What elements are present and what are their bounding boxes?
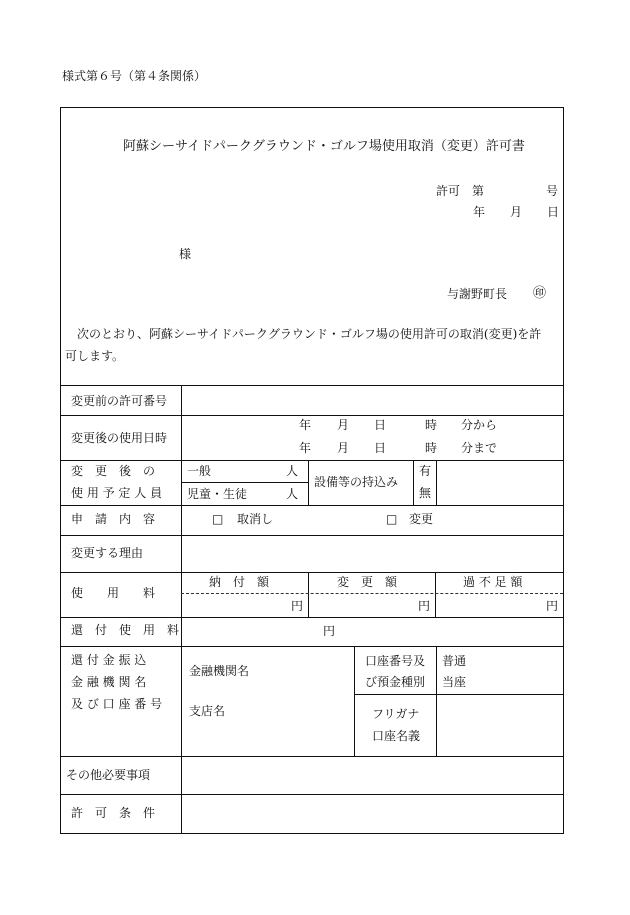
form-title: 阿蘇シーサイドパークグラウンド・ゴルフ場使用取消（変更）許可書	[123, 139, 525, 154]
body-text-line2: 可します。	[65, 349, 125, 363]
bank-label-line2: 金 融 機 関 名	[71, 675, 147, 689]
permit-form	[60, 107, 564, 834]
application-label: 申 請 内 容	[71, 512, 156, 526]
paid-yen: 円	[291, 599, 304, 613]
prev-permit-number-label: 変更前の許可番号	[71, 394, 168, 408]
row-divider	[61, 460, 563, 461]
issue-year: 年	[473, 205, 486, 219]
cancel-checkbox[interactable]: □	[212, 512, 224, 526]
label-column-divider	[181, 385, 182, 833]
bank-label-line3: 及 び 口 座 番 号	[71, 697, 163, 711]
equipment-label: 設備等の持込み	[314, 475, 399, 489]
general-unit: 人	[286, 464, 299, 478]
changed-amount-header: 変 更 額	[337, 575, 398, 589]
row-divider	[61, 535, 563, 536]
fee-column-divider	[435, 572, 436, 617]
addressee-suffix: 様	[179, 247, 192, 261]
diff-amount-header: 過 不 足 額	[463, 575, 523, 589]
permit-number-label: 許可 第	[436, 184, 485, 198]
people-label-line1: 変 更 後 の	[71, 464, 156, 478]
other-label: その他必要事項	[66, 768, 151, 782]
current-account: 当座	[442, 675, 467, 689]
row-divider	[61, 505, 563, 506]
yesno-column-divider	[436, 460, 437, 505]
to-hour: 時	[425, 441, 438, 455]
to-day: 日	[374, 441, 387, 455]
from-year: 年	[299, 418, 312, 432]
row-divider	[61, 385, 563, 386]
from-minute: 分から	[461, 418, 498, 432]
equipment-yes: 有	[419, 464, 432, 478]
ordinary-account: 普通	[442, 654, 467, 668]
row-divider	[61, 415, 563, 416]
row-divider	[61, 617, 563, 618]
to-month: 月	[337, 441, 350, 455]
account-number-label-line2: び預金種別	[365, 675, 426, 689]
change-checkbox[interactable]: □	[386, 512, 398, 526]
conditions-label: 許 可 条 件	[71, 806, 156, 820]
reason-label: 変更する理由	[71, 546, 144, 560]
equipment-no: 無	[419, 486, 432, 500]
institution-label: 金融機関名	[189, 664, 250, 678]
to-minute: 分まで	[461, 441, 498, 455]
new-dates-label: 変更後の使用日時	[71, 431, 168, 445]
row-divider	[61, 794, 563, 795]
from-day: 日	[374, 418, 387, 432]
people-label-line2: 使 用 予 定 人 員	[71, 486, 163, 500]
fee-label: 使 用 料	[71, 586, 156, 600]
account-name-label: 口座名義	[372, 729, 421, 743]
seal-mark: ㊞	[533, 286, 547, 301]
furigana-label: フリガナ	[372, 707, 420, 721]
from-hour: 時	[425, 418, 438, 432]
refund-yen: 円	[323, 624, 336, 638]
fee-column-divider	[308, 572, 309, 617]
people-divider	[181, 482, 308, 483]
people-column-divider	[308, 460, 309, 505]
equipment-column-divider	[413, 460, 414, 505]
bank-label-line1: 還 付 金 振 込	[71, 653, 147, 667]
branch-label: 支店名	[189, 704, 226, 718]
to-year: 年	[299, 441, 312, 455]
bank-row-divider	[354, 694, 563, 695]
body-text-line1: 次のとおり、阿蘇シーサイドパークグラウンド・ゴルフ場の使用許可の取消(変更)を許	[65, 327, 542, 341]
diff-yen: 円	[546, 599, 559, 613]
bank-column-divider	[354, 646, 355, 756]
paid-amount-header: 納 付 額	[209, 575, 270, 589]
children-unit: 人	[286, 487, 299, 501]
from-month: 月	[337, 418, 350, 432]
children-label: 児童・生徒	[187, 487, 248, 501]
cancel-label: 取消し	[237, 512, 274, 526]
account-number-label-line1: 口座番号及	[365, 654, 426, 668]
row-divider	[61, 572, 563, 573]
changed-yen: 円	[418, 599, 431, 613]
form-number: 様式第６号（第４条関係）	[62, 69, 207, 83]
fee-dashed-divider	[181, 593, 563, 594]
permit-number-suffix: 号	[546, 184, 559, 198]
refund-label: 還 付 使 用 料	[71, 623, 180, 637]
issuer-name: 与謝野町長	[447, 287, 508, 301]
row-divider	[61, 756, 563, 757]
change-label: 変更	[409, 512, 434, 526]
issue-day: 日	[547, 205, 560, 219]
issue-month: 月	[510, 205, 523, 219]
row-divider	[61, 646, 563, 647]
bank-column-divider	[436, 646, 437, 756]
general-label: 一般	[187, 464, 212, 478]
